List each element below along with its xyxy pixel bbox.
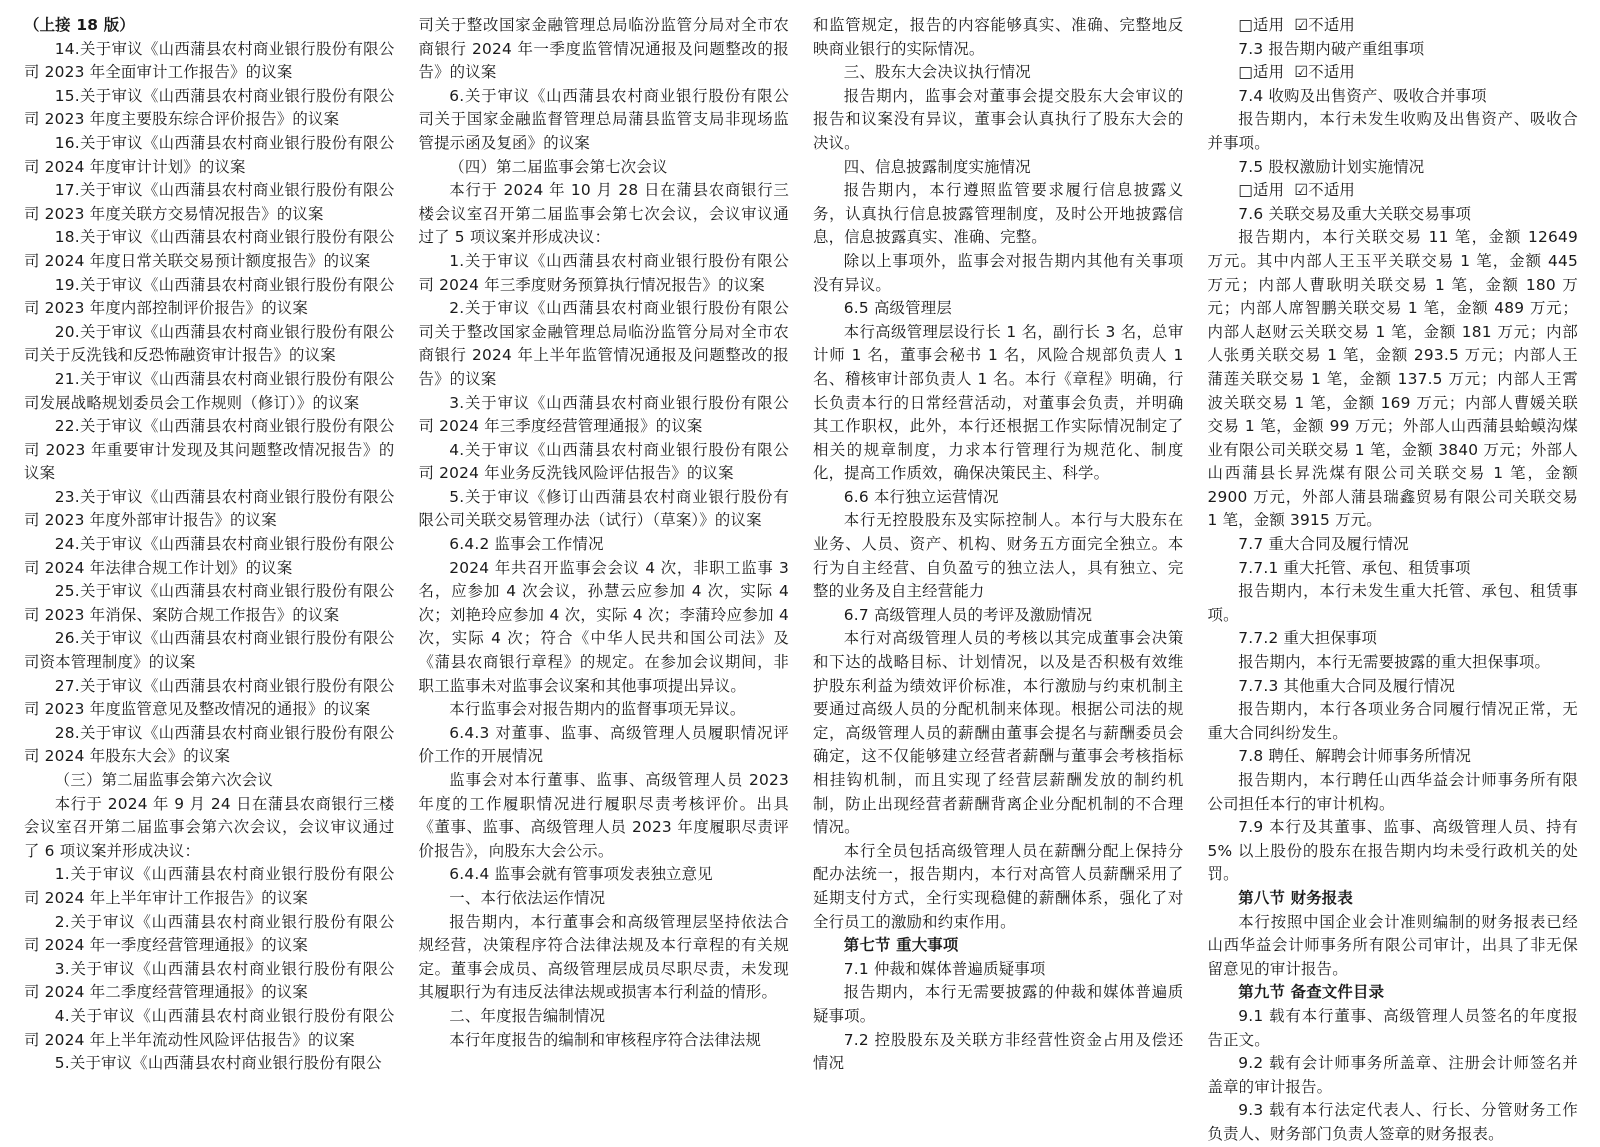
section-heading: 第九节 备查文件目录	[1238, 983, 1385, 1002]
paragraph: 7.5 股权激励计划实施情况	[1238, 157, 1425, 176]
option-applicable: □适用	[1238, 63, 1285, 82]
paragraph: 20.关于审议《山西蒲县农村商业银行股份有限公司关于反洗钱和反恐怖融资审计报告》的议案	[24, 322, 395, 365]
section-heading: 第八节 财务报表	[1238, 888, 1353, 907]
paragraph: 18.关于审议《山西蒲县农村商业银行股份有限公司 2024 年度日常关联交易预计额度报告》的议案	[24, 228, 395, 270]
paragraph: 26.关于审议《山西蒲县农村商业银行股份有限公司资本管理制度》的议案	[24, 629, 395, 672]
paragraph: 1.关于审议《山西蒲县农村商业银行股份有限公司 2024 年上半年审计工作报告》的议案	[24, 865, 395, 907]
paragraph: 本行对高级管理人员的考核以其完成董事会决策和下达的战略目标、计划情况，以及是否积极有效维护股东利益为绩效评价标准，本行激励与约束机制主要通过高级人员的分配机制来体现。根据公司法的规定，高级管理人员的薪酬由董事会提名与薪酬委员会确定，这不仅能够建立经营者薪酬与董事会考核指标相挂钩机制，而且实现了经营层薪酬发放的制约机制，防止出现经营者薪酬背离企业分配机制的不合理情况。	[813, 629, 1184, 837]
paragraph: 6.6 本行独立运营情况	[843, 487, 999, 506]
paragraph: 9.2 载有会计师事务所盖章、注册会计师签名并盖章的审计报告。	[1207, 1054, 1578, 1096]
paragraph: 2024 年共召开监事会会议 4 次，非职工监事 3 名，应参加 4 次会议，孙慧云应参加 4 次，实际 4 次；刘艳玲应参加 4 次，实际 4 次；李蒲玲应参加 4 次，实际 4 次；符合《中华人民共和国公司法》及《蒲县农商银行章程》的规定。在参加会议期间，非职工监事未对监事会议案和其他事项提出异议。	[418, 558, 789, 695]
paragraph: 7.7.2 重大担保事项	[1238, 629, 1378, 648]
paragraph: 除以上事项外，监事会对报告期内其他有关事项没有异议。	[813, 251, 1184, 294]
paragraph: 一、本行依法运作情况	[449, 888, 606, 907]
applicability-checkboxes	[1208, 179, 1579, 203]
column-1-body	[24, 38, 395, 1076]
paragraph: 报告期内，本行未发生重大托管、承包、租赁事项。	[1207, 582, 1578, 624]
paragraph: 报告期内，本行遵照监管要求履行信息披露义务，认真执行信息披露管理制度，及时公开地披露信息，信息披露真实、准确、完整。	[813, 181, 1184, 247]
paragraph: 3.关于审议《山西蒲县农村商业银行股份有限公司 2024 年二季度经营管理通报》的议案	[24, 959, 395, 1002]
column-1	[24, 14, 395, 1078]
paragraph: 报告期内，本行聘任山西华益会计师事务所有限公司担任本行的审计机构。	[1207, 771, 1578, 813]
paragraph: 17.关于审议《山西蒲县农村商业银行股份有限公司 2023 年度关联方交易情况报告》的议案	[24, 181, 395, 223]
column-4	[1207, 14, 1579, 1143]
paragraph: 14.关于审议《山西蒲县农村商业银行股份有限公司 2023 年全面审计工作报告》的议案	[24, 39, 395, 82]
paragraph: 24.关于审议《山西蒲县农村商业银行股份有限公司 2024 年法律合规工作计划》的议案	[24, 535, 395, 577]
paragraph: 报告期内，本行关联交易 11 笔，金额 12649 万元。其中内部人王玉平关联交易 1 笔，金额 445 万元；内部人曹耿明关联交易 1 笔，金额 180 万元；内部人席智鹏关联交易 1 笔，金额 489 万元；内部人赵财云关联交易 1 笔，金额 181 万元；内部人张勇关联交易 1 笔，金额 293.5 万元；内部人王蒲莲关联交易 1 笔，金额 137.5 万元；内部人王霄波关联交易 1 笔，金额 169 万元；内部人曹媛关联交易 1 笔，金额 99 万元；外部人山西蒲县蛤蟆沟煤业有限公司关联交易 1 笔，金额 3840 万元；外部人山西蒲县长昇洗煤有限公司关联交易 1 笔，金额 2900 万元，外部人蒲县瑞鑫贸易有限公司关联交易 1 笔，金额 3915 万元。	[1207, 228, 1578, 530]
paragraph: 报告期内，本行无需要披露的重大担保事项。	[1238, 653, 1551, 672]
applicability-checkboxes	[1208, 61, 1579, 85]
paragraph: 本行高级管理层设行长 1 名，副行长 3 名，总审计师 1 名，董事会秘书 1 名，风险合规部负责人 1 名、稽核审计部负责人 1 名。本行《章程》明确，行长负责本行的日常经营活动，对董事会负责，并明确其工作职权，此外，本行还根据工作实际情况制定了相关的规章制度，力求本行管理行为规范化、制度化，提高工作质效，确保决策民主、科学。	[813, 322, 1184, 483]
paragraph: 7.6 关联交易及重大关联交易事项	[1238, 204, 1472, 223]
paragraph: 四、信息披露制度实施情况	[843, 157, 1031, 176]
paragraph: 报告期内，本行未发生收购及出售资产、吸收合并事项。	[1207, 110, 1578, 152]
paragraph: 23.关于审议《山西蒲县农村商业银行股份有限公司 2023 年度外部审计报告》的议案	[24, 487, 395, 530]
paragraph: 21.关于审议《山西蒲县农村商业银行股份有限公司发展战略规划委员会工作规则（修订）》的议案	[24, 369, 395, 412]
paragraph: 28.关于审议《山西蒲县农村商业银行股份有限公司 2024 年股东大会》的议案	[24, 723, 395, 766]
paragraph: 6.4.4 监事会就有管事项发表独立意见	[449, 865, 713, 884]
paragraph: 本行无控股股东及实际控制人。本行与大股东在业务、人员、资产、机构、财务五方面完全独立。本行为自主经营、自负盈亏的独立法人，具有独立、完整的业务及自主经营能力	[813, 511, 1184, 601]
paragraph: 6.5 高级管理层	[843, 299, 952, 318]
paragraph: 2.关于审议《山西蒲县农村商业银行股份有限公司 2024 年一季度经营管理通报》的议案	[24, 912, 395, 955]
paragraph: 二、年度报告编制情况	[449, 1006, 606, 1025]
paragraph: 三、股东大会决议执行情况	[843, 63, 1031, 82]
paragraph: 7.8 聘任、解聘会计师事务所情况	[1238, 747, 1472, 766]
option-not-applicable: ☑不适用	[1294, 16, 1356, 34]
paragraph: （三）第二届监事会第六次会议	[54, 771, 274, 789]
column-3	[813, 14, 1184, 1078]
paragraph: 27.关于审议《山西蒲县农村商业银行股份有限公司 2023 年度监管意见及整改情况的通报》的议案	[24, 676, 395, 719]
paragraph: 司关于整改国家金融管理总局临汾监管分局对全市农商银行 2024 年一季度监管情况通报及问题整改的报告》的议案	[418, 16, 789, 82]
paragraph: 6.4.2 监事会工作情况	[449, 535, 604, 554]
option-not-applicable: ☑不适用	[1294, 63, 1356, 82]
paragraph: 监事会对本行董事、监事、高级管理人员 2023 年度的工作履职情况进行履职尽责考核评价。出具《董事、监事、高级管理人员 2023 年度履职尽责评价报告》，向股东大会公示。	[418, 771, 789, 860]
paragraph: 报告期内，本行董事会和高级管理层坚持依法合规经营，决策程序符合法律法规及本行章程的有关规定。董事会成员、高级管理层成员尽职尽责，未发现其履职行为有违反法律法规或损害本行利益的情形。	[418, 912, 789, 1002]
paragraph: 本行于 2024 年 10 月 28 日在蒲县农商银行三楼会议室召开第二届监事会第七次会议，会议审议通过了 5 项议案并形成决议：	[418, 181, 789, 247]
paragraph: 4.关于审议《山西蒲县农村商业银行股份有限公司 2024 年上半年流动性风险评估报告》的议案	[24, 1006, 395, 1049]
paragraph: （四）第二届监事会第七次会议	[449, 157, 668, 176]
applicability-checkboxes	[1208, 14, 1579, 38]
paragraph: 25.关于审议《山西蒲县农村商业银行股份有限公司 2023 年消保、案防合规工作报告》的议案	[24, 582, 395, 624]
paragraph: 7.7.3 其他重大合同及履行情况	[1238, 676, 1456, 695]
paragraph: 本行监事会对报告期内的监督事项无异议。	[449, 700, 746, 719]
paragraph: 7.7.1 重大托管、承包、租赁事项	[1238, 558, 1471, 577]
option-applicable: □适用	[1238, 181, 1285, 200]
paragraph: 5.关于审议《山西蒲县农村商业银行股份有限公	[54, 1054, 382, 1073]
column-2	[419, 14, 790, 1078]
section-heading: 第七节 重大事项	[843, 936, 959, 955]
option-not-applicable: ☑不适用	[1294, 181, 1356, 200]
paragraph: 22.关于审议《山西蒲县农村商业银行股份有限公司 2023 年重要审计发现及其问题整改情况报告》的议案	[24, 417, 395, 483]
paragraph: 7.1 仲裁和媒体普遍质疑事项	[843, 959, 1046, 978]
paragraph: 本行于 2024 年 9 月 24 日在蒲县农商银行三楼会议室召开第二届监事会第六次会议，会议审议通过了 6 项议案并形成决议：	[24, 794, 395, 860]
paragraph: 报告期内，本行无需要披露的仲裁和媒体普遍质疑事项。	[813, 983, 1184, 1025]
paragraph: 7.4 收购及出售资产、吸收合并事项	[1238, 86, 1487, 105]
paragraph: 2.关于审议《山西蒲县农村商业银行股份有限公司关于整改国家金融管理总局临汾监管分局对全市农商银行 2024 年上半年监管情况通报及问题整改的报告》的议案	[418, 299, 789, 388]
paragraph: 6.7 高级管理人员的考评及激励情况	[843, 605, 1093, 624]
paragraph: 9.3 载有本行法定代表人、行长、分管财务工作负责人、财务部门负责人签章的财务报表。	[1207, 1101, 1578, 1143]
paragraph: 本行按照中国企业会计准则编制的财务报表已经山西华益会计师事务所有限公司审计，出具了非无保留意见的审计报告。	[1207, 912, 1578, 978]
paragraph: 15.关于审议《山西蒲县农村商业银行股份有限公司 2023 年度主要股东综合评价报告》的议案	[24, 86, 395, 129]
paragraph: 1.关于审议《山西蒲县农村商业银行股份有限公司 2024 年三季度财务预算执行情况报告》的议案	[418, 251, 789, 294]
paragraph: 本行年度报告的编制和审核程序符合法律法规	[449, 1030, 762, 1049]
paragraph: 4.关于审议《山西蒲县农村商业银行股份有限公司 2024 年业务反洗钱风险评估报告》的议案	[418, 440, 789, 483]
paragraph: 7.9 本行及其董事、监事、高级管理人员、持有 5% 以上股份的股东在报告期内均未受行政机关的处罚。	[1207, 818, 1578, 884]
paragraph: 7.7 重大合同及履行情况	[1238, 535, 1409, 554]
paragraph: 16.关于审议《山西蒲县农村商业银行股份有限公司 2024 年度审计计划》的议案	[24, 133, 395, 176]
paragraph: 19.关于审议《山西蒲县农村商业银行股份有限公司 2023 年度内部控制评价报告》的议案	[24, 275, 395, 318]
option-applicable: □适用	[1238, 16, 1285, 34]
paragraph: 6.关于审议《山西蒲县农村商业银行股份有限公司关于国家金融监督管理总局蒲县监管支局非现场监管提示函及复函》的议案	[418, 86, 789, 152]
paragraph: 7.3 报告期内破产重组事项	[1238, 39, 1425, 58]
paragraph: 9.1 载有本行董事、高级管理人员签名的年度报告正文。	[1207, 1006, 1578, 1049]
continued-from-note: （上接 18 版）	[24, 16, 135, 34]
paragraph: 5.关于审议《修订山西蒲县农村商业银行股份有限公司关联交易管理办法（试行）（草案）》的议案	[418, 487, 789, 530]
paragraph: 6.4.3 对董事、监事、高级管理人员履职情况评价工作的开展情况	[418, 723, 789, 766]
paragraph: 报告期内，本行各项业务合同履行情况正常，无重大合同纠纷发生。	[1207, 700, 1578, 742]
paragraph: 本行全员包括高级管理人员在薪酬分配上保持分配办法统一，报告期内，本行对高管人员薪酬采用了延期支付方式，全行实现稳健的薪酬体系，强化了对全行员工的激励和约束作用。	[813, 841, 1184, 931]
paragraph: 报告期内，监事会对董事会提交股东大会审议的报告和议案没有异议，董事会认真执行了股东大会的决议。	[813, 86, 1184, 152]
paragraph: 7.2 控股股东及关联方非经营性资金占用及偿还情况	[813, 1030, 1184, 1073]
paragraph: 和监管规定，报告的内容能够真实、准确、完整地反映商业银行的实际情况。	[813, 16, 1184, 58]
paragraph: 3.关于审议《山西蒲县农村商业银行股份有限公司 2024 年三季度经营管理通报》的议案	[418, 393, 789, 436]
